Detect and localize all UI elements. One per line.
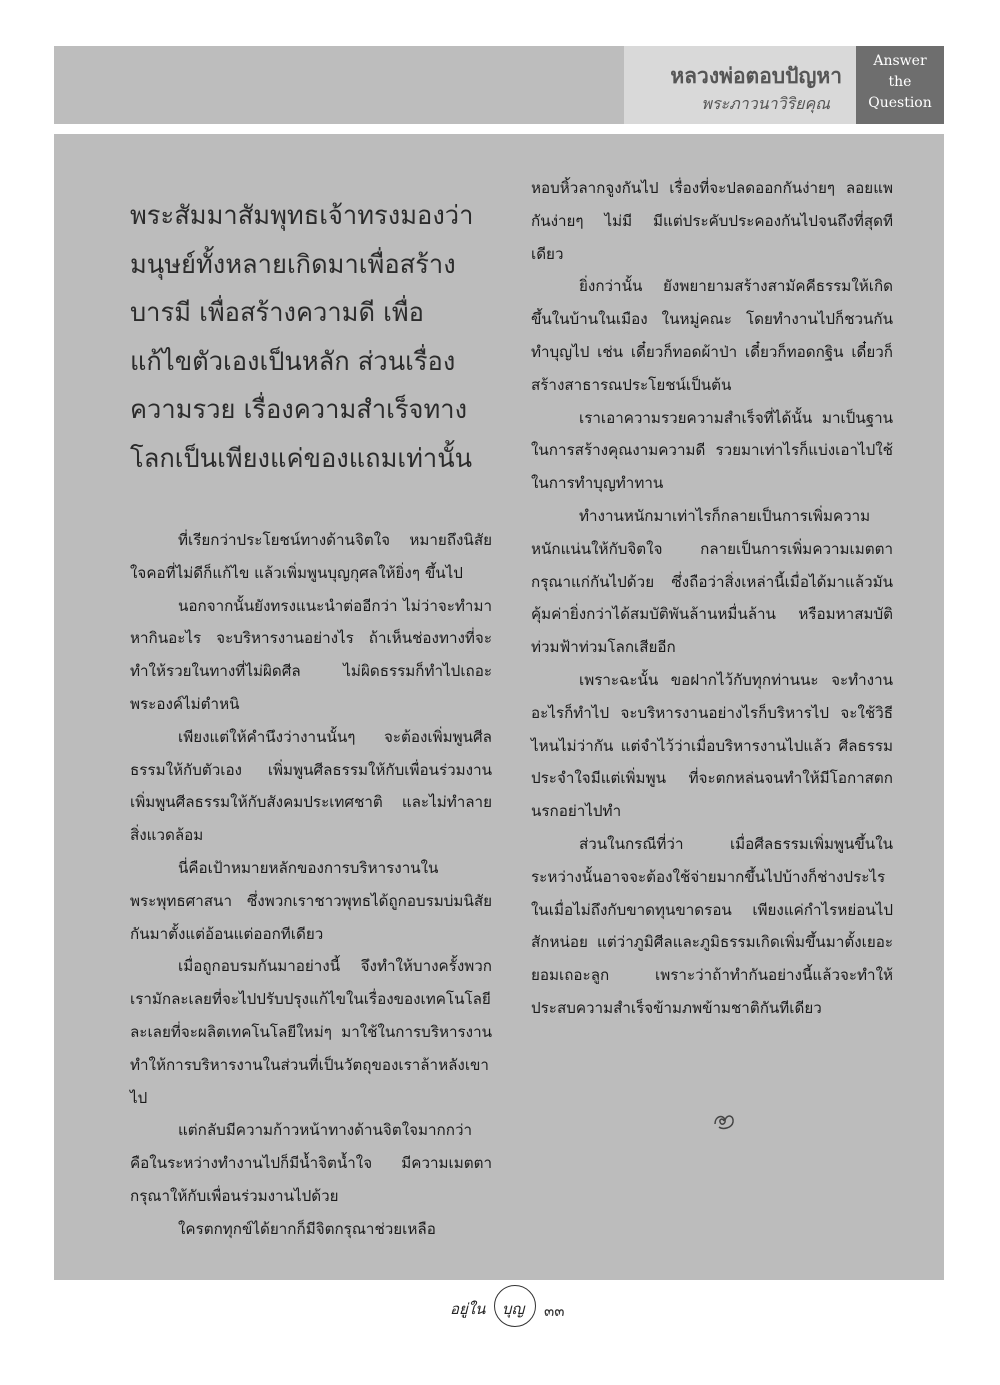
magazine-logo-circle-icon (494, 1285, 536, 1327)
pullquote-line: โลกเป็นเพียงแค่ของแถมเท่านั้น (130, 443, 473, 474)
tag-line-question: Question (868, 95, 932, 111)
answer-the-question-tag (856, 46, 944, 124)
body-paragraph: เราเอาความรวยความสำเร็จที่ได้นั้น มาเป็นฐานในการสร้างคุณงามความดี รวยมาเท่าไรก็แบ่งเอาไปใช้ในการทำบุญทำทาน (531, 408, 893, 493)
body-paragraph: ส่วนในกรณีที่ว่า เมื่อศีลธรรมเพิ่มพูนขึ้นในระหว่างนั้นอาจจะต้องใช้จ่ายมากขึ้นไปบ้างก็ช่างประไร ในเมื่อไม่ถึงกับขาดทุนขาดรอน เพียงแค่กำไรหย่อนไปสักหน่อย แต่ว่าภูมิศีลและภูมิธรรมเกิดเพิ่มขึ้นมาตั้งเยอะ ยอมเถอะลูก เพราะว่าถ้าทำกันอย่างนี้แล้วจะทำให้ประสบความสำเร็จข้ามภพข้ามชาติกันทีเดียว (531, 834, 893, 1017)
column-author: พระภาวนาวิริยคุณ (701, 94, 830, 113)
body-paragraph: แต่กลับมีความก้าวหน้าทางด้านจิตใจมากกว่า คือในระหว่างทำงานไปก็มีน้ำจิตน้ำใจ มีความเมตตากรุณาให้กับเพื่อนร่วมงานไปด้วย (130, 1121, 492, 1205)
tag-line-the: the (888, 74, 912, 90)
footer (450, 1283, 590, 1335)
pullquote-line: ความรวย เรื่องความสำเร็จทาง (130, 395, 468, 425)
magazine-logo-left: อยู่ใน (450, 1300, 486, 1318)
magazine-logo-right: บุญ (502, 1300, 525, 1318)
pullquote (130, 192, 492, 483)
body-paragraph: เพียงแต่ให้คำนึงว่างานนั้นๆ จะต้องเพิ่มพูนศีลธรรมให้กับตัวเอง เพิ่มพูนศีลธรรมให้กับเพื่อนร่วมงาน เพิ่มพูนศีลธรรมให้กับสังคมประเทศชาติ และไม่ทำลายสิ่งแวดล้อม (130, 727, 492, 845)
body-paragraph: ยิ่งกว่านั้น ยังพยายามสร้างสามัคคีธรรมให้เกิดขึ้นในบ้านในเมือง ในหมู่คณะ โดยทำงานไปก็ชวนกันทำบุญไป เช่น เดี๋ยวก็ทอดผ้าป่า เดี๋ยวก็ทอดกฐิน เดี๋ยวก็สร้างสาธารณประโยชน์เป็นต้น (531, 277, 893, 394)
body-paragraph: นอกจากนั้นยังทรงแนะนำต่ออีกว่า ไม่ว่าจะทำมาหากินอะไร จะบริหารงานอย่างไร ถ้าเห็นช่องทางที่จะทำให้รวยในทางที่ไม่ผิดศีล ไม่ผิดธรรมก็ทำไปเถอะ พระองค์ไม่ตำหนิ (130, 596, 492, 713)
ornament-divider-icon (711, 1108, 737, 1134)
header-title-box (624, 46, 856, 124)
tag-line-answer: Answer (873, 53, 927, 69)
right-column-body (531, 172, 893, 1025)
body-paragraph: ที่เรียกว่าประโยชน์ทางด้านจิตใจ หมายถึงนิสัยใจคอที่ไม่ดีก็แก้ไข แล้วเพิ่มพูนบุญกุศลให้ยิ่งๆ ขึ้นไป (130, 531, 492, 582)
left-column-body (130, 524, 492, 1246)
body-paragraph: ทำงานหนักมาเท่าไรก็กลายเป็นการเพิ่มความหนักแน่นให้กับจิตใจ กลายเป็นการเพิ่มความเมตตากรุณาแก่กันไปด้วย ซึ่งถือว่าสิ่งเหล่านี้เมื่อได้มาแล้วมันคุ้มค่ายิ่งกว่าได้สมบัติพันล้านหมื่นล้าน หรือมหาสมบัติท่วมฟ้าท่วมโลกเสียอีก (531, 506, 893, 657)
body-paragraph: ใครตกทุกข์ได้ยากก็มีจิตกรุณาช่วยเหลือ (178, 1219, 436, 1238)
pullquote-line: มนุษย์ทั้งหลายเกิดมาเพื่อสร้าง (130, 249, 456, 280)
body-paragraph: เพราะฉะนั้น ขอฝากไว้กับทุกท่านนะ จะทำงานอะไรก็ทำไป จะบริหารงานอย่างไรก็บริหารไป จะใช้วิธีไหนไม่ว่ากัน แต่จำไว้ว่าเมื่อบริหารงานไปแล้ว ศีลธรรมประจำใจมีแต่เพิ่มพูน ที่จะตกหล่นจนทำให้มีโอกาสตกนรกอย่าไปทำ (531, 670, 893, 821)
body-paragraph: เมื่อถูกอบรมกันมาอย่างนี้ จึงทำให้บางครั้งพวกเรามักละเลยที่จะไปปรับปรุงแก้ไขในเรื่องของเทคโนโลยี ละเลยที่จะผลิตเทคโนโลยีใหม่ๆ มาใช้ในการบริหารงาน ทำให้การบริหารงานในส่วนที่เป็นวัตถุของเราล้าหลังเขาไป (130, 957, 492, 1107)
page-number: ๓๓ (544, 1302, 565, 1320)
body-paragraph: หอบหิ้วลากจูงกันไป เรื่องที่จะปลดออกกันง่ายๆ ลอยแพกันง่ายๆ ไม่มี มีแต่ประคับประคองกันไปจนถึงที่สุดทีเดียว (531, 179, 893, 263)
pullquote-line: พระสัมมาสัมพุทธเจ้าทรงมองว่า (130, 201, 474, 231)
column-title: หลวงพ่อตอบปัญหา (670, 64, 842, 88)
pullquote-line: บารมี เพื่อสร้างความดี เพื่อ (130, 298, 424, 328)
pullquote-line: แก้ไขตัวเองเป็นหลัก ส่วนเรื่อง (130, 346, 456, 377)
body-paragraph: นี่คือเป้าหมายหลักของการบริหารงานในพระพุทธศาสนา ซึ่งพวกเราชาวพุทธได้ถูกอบรมบ่มนิสัยกันมาตั้งแต่อ้อนแต่ออกทีเดียว (130, 858, 492, 943)
